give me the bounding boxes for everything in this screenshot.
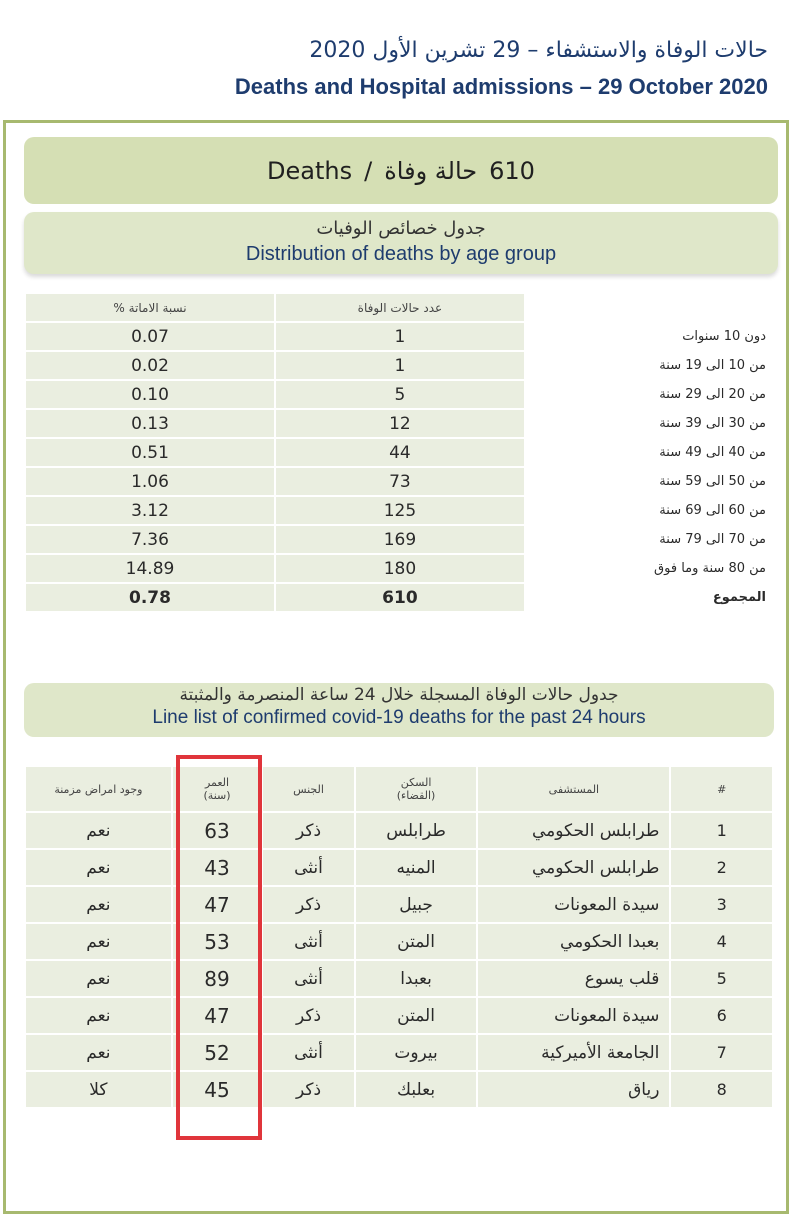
row-number-cell: 6 [671, 998, 772, 1033]
gender-cell: أنثى [263, 1035, 353, 1070]
chronic-cell: نعم [26, 924, 171, 959]
age-rate-cell: 3.12 [26, 497, 274, 524]
age-rate-cell: 1.06 [26, 468, 274, 495]
age-cell: 45 [173, 1072, 261, 1107]
age-group-cell: من 10 الى 19 سنة [526, 352, 774, 379]
age-count-cell: 12 [276, 410, 524, 437]
col-hospital-header: المستشفى [478, 767, 669, 811]
age-rate-cell: 14.89 [26, 555, 274, 582]
row-number-cell: 3 [671, 887, 772, 922]
table-row [26, 352, 774, 379]
col-residence-unit: (القضاء) [396, 789, 436, 802]
age-cell: 43 [173, 850, 261, 885]
col-group-header [526, 294, 774, 321]
residence-cell: المتن [356, 924, 477, 959]
table-row [26, 468, 774, 495]
distribution-title-ar: جدول خصائص الوفيات [316, 218, 486, 239]
chronic-cell: كلا [26, 1072, 171, 1107]
table-row [26, 887, 772, 922]
age-group-cell: من 80 سنة وما فوق [526, 555, 774, 582]
row-number-cell: 7 [671, 1035, 772, 1070]
chronic-cell: نعم [26, 1035, 171, 1070]
deaths-separator: / [364, 156, 373, 185]
residence-cell: طرابلس [356, 813, 477, 848]
row-number-cell: 4 [671, 924, 772, 959]
age-cell: 89 [173, 961, 261, 996]
age-group-cell: من 30 الى 39 سنة [526, 410, 774, 437]
age-rate-cell: 0.02 [26, 352, 274, 379]
table-total-row [26, 584, 774, 611]
row-number-cell: 1 [671, 813, 772, 848]
age-group-cell: من 60 الى 69 سنة [526, 497, 774, 524]
deaths-label-en: Deaths [267, 156, 353, 185]
line-list-table [24, 765, 774, 1109]
col-residence-header [356, 767, 477, 811]
residence-cell: بيروت [356, 1035, 477, 1070]
age-cell: 47 [173, 998, 261, 1033]
residence-cell: المتن [356, 998, 477, 1033]
age-count-cell: 169 [276, 526, 524, 553]
page-title-english: Deaths and Hospital admissions – 29 October 2020 [234, 74, 768, 99]
col-count-header: عدد حالات الوفاة [276, 294, 524, 321]
row-number-cell: 5 [671, 961, 772, 996]
table-row [26, 526, 774, 553]
row-number-cell: 2 [671, 850, 772, 885]
hospital-cell: رياق [478, 1072, 669, 1107]
table-row [26, 410, 774, 437]
col-gender-header: الجنس [263, 767, 353, 811]
chronic-cell: نعم [26, 813, 171, 848]
age-count-cell: 5 [276, 381, 524, 408]
gender-cell: أنثى [263, 850, 353, 885]
gender-cell: ذكر [263, 998, 353, 1033]
deaths-total-banner [24, 137, 778, 204]
age-count-cell: 180 [276, 555, 524, 582]
hospital-cell: طرابلس الحكومي [478, 813, 669, 848]
age-count-cell: 73 [276, 468, 524, 495]
total-count-cell: 610 [276, 584, 524, 611]
line-list-title-ar: جدول حالات الوفاة المسجلة خلال 24 ساعة المنصرمة والمثبتة [179, 685, 619, 705]
row-number-cell: 8 [671, 1072, 772, 1107]
col-age-header [173, 767, 261, 811]
age-count-cell: 44 [276, 439, 524, 466]
gender-cell: ذكر [263, 887, 353, 922]
chronic-cell: نعم [26, 961, 171, 996]
table-row [26, 1072, 772, 1107]
table-row [26, 961, 772, 996]
table-row [26, 497, 774, 524]
age-group-cell: من 20 الى 29 سنة [526, 381, 774, 408]
age-cell: 52 [173, 1035, 261, 1070]
page-title-arabic: حالات الوفاة والاستشفاء – 29 تشرين الأول 2020 [309, 38, 768, 63]
chronic-cell: نعم [26, 998, 171, 1033]
age-group-cell: من 50 الى 59 سنة [526, 468, 774, 495]
age-rate-cell: 0.07 [26, 323, 274, 350]
col-age-unit: (سنة) [203, 789, 231, 802]
residence-cell: جبيل [356, 887, 477, 922]
col-residence-label: السكن [400, 776, 432, 789]
age-cell: 63 [173, 813, 261, 848]
table-header-row [26, 767, 772, 811]
distribution-title-en: Distribution of deaths by age group [245, 243, 557, 265]
col-chronic-header: وجود امراض مزمنة [26, 767, 171, 811]
residence-cell: المنيه [356, 850, 477, 885]
gender-cell: أنثى [263, 961, 353, 996]
age-count-cell: 1 [276, 352, 524, 379]
table-row [26, 381, 774, 408]
table-header-row [26, 294, 774, 321]
hospital-cell: قلب يسوع [478, 961, 669, 996]
hospital-cell: طرابلس الحكومي [478, 850, 669, 885]
age-group-cell: من 40 الى 49 سنة [526, 439, 774, 466]
age-rate-cell: 0.51 [26, 439, 274, 466]
hospital-cell: بعبدا الحكومي [478, 924, 669, 959]
table-row [26, 924, 772, 959]
age-group-cell: من 70 الى 79 سنة [526, 526, 774, 553]
table-row [26, 1035, 772, 1070]
hospital-cell: سيدة المعونات [478, 887, 669, 922]
table-row [26, 323, 774, 350]
age-distribution-table [24, 292, 776, 613]
chronic-cell: نعم [26, 850, 171, 885]
residence-cell: بعلبك [356, 1072, 477, 1107]
line-list-title-en: Line list of confirmed covid-19 deaths for the past 24 hours [152, 707, 646, 728]
line-list-banner [24, 683, 774, 737]
age-count-cell: 1 [276, 323, 524, 350]
gender-cell: ذكر [263, 813, 353, 848]
hospital-cell: الجامعة الأميركية [478, 1035, 669, 1070]
table-row [26, 998, 772, 1033]
chronic-cell: نعم [26, 887, 171, 922]
table-row [26, 813, 772, 848]
total-rate-cell: 0.78 [26, 584, 274, 611]
table-row [26, 555, 774, 582]
deaths-label-ar: حالة وفاة [384, 156, 478, 185]
residence-cell: بعبدا [356, 961, 477, 996]
age-cell: 47 [173, 887, 261, 922]
age-rate-cell: 7.36 [26, 526, 274, 553]
distribution-banner [24, 212, 778, 274]
age-group-cell: دون 10 سنوات [526, 323, 774, 350]
col-age-label: العمر [204, 776, 230, 789]
gender-cell: ذكر [263, 1072, 353, 1107]
age-rate-cell: 0.13 [26, 410, 274, 437]
deaths-count: 610 [489, 156, 535, 185]
hospital-cell: سيدة المعونات [478, 998, 669, 1033]
age-rate-cell: 0.10 [26, 381, 274, 408]
gender-cell: أنثى [263, 924, 353, 959]
total-label-cell: المجموع [526, 584, 774, 611]
col-rate-header: نسبة الاماتة % [26, 294, 274, 321]
table-row [26, 850, 772, 885]
age-cell: 53 [173, 924, 261, 959]
age-count-cell: 125 [276, 497, 524, 524]
col-num-header: # [671, 767, 772, 811]
table-row [26, 439, 774, 466]
